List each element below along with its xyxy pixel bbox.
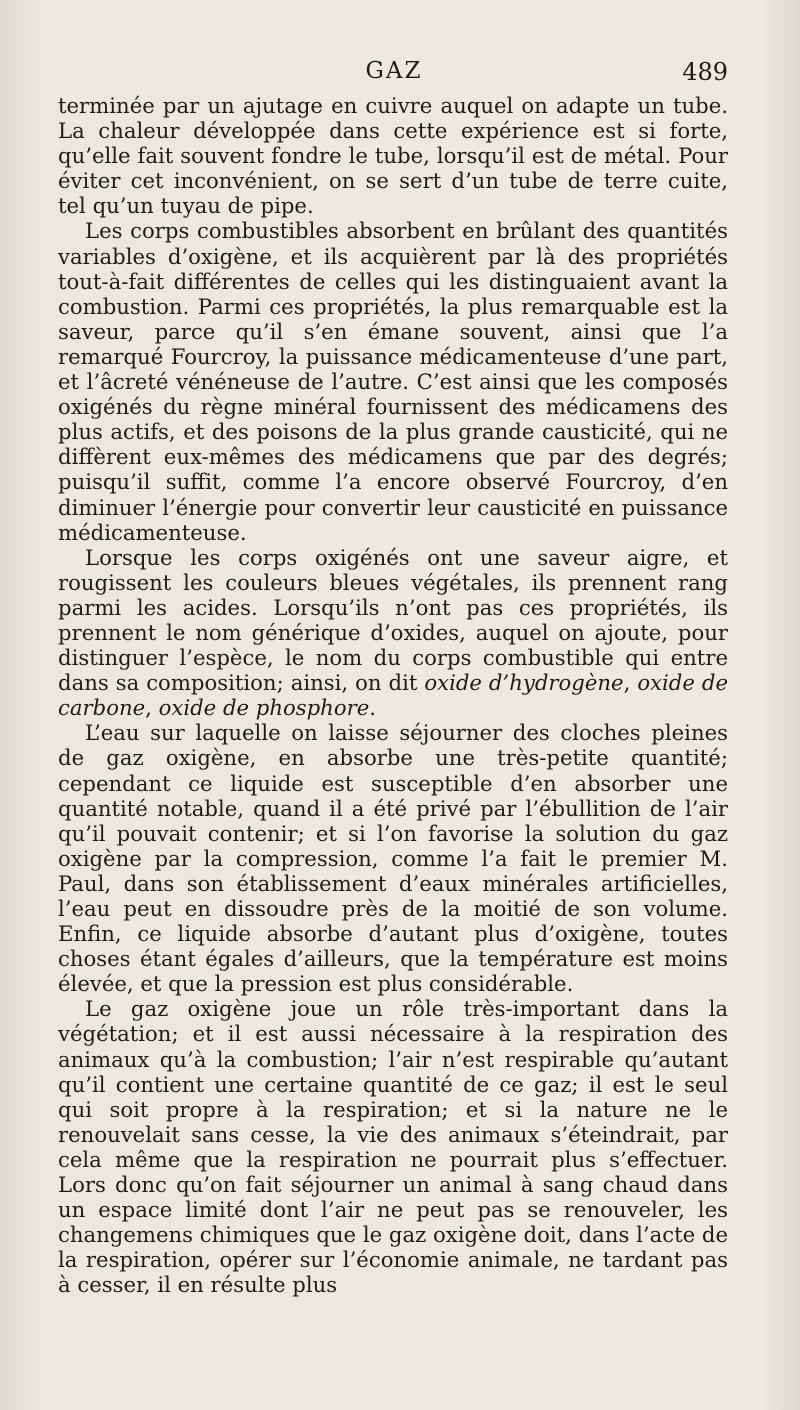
- paragraph-acides-oxides: [58, 545, 728, 721]
- italic-term: oxide de phosphore: [158, 695, 370, 721]
- running-title: GAZ: [365, 58, 423, 84]
- text-segment: L’eau sur laquelle on laisse séjourner des cloches pleines de gaz oxigène, en absorbe une très-petite quantité; cependant ce liquide est susceptible d’en absorber une quantité notable, quand il a été privé par l’ébullition de l’air qu’il pouvait contenir; et si l’on favorise la solution du gaz oxigène par la compression, comme l’a fait le premier M. Paul, dans son établissement d’eaux minérales artificielles, l’eau peut en dissoudre près de la moitié de son volume. Enfin, ce liquide absorbe d’autant plus d’oxigène, toutes choses étant égales d’ailleurs, que la température est moins élevée, et que la pression est plus considérable.: [58, 720, 728, 997]
- text-segment: terminée par un ajutage en cuivre auquel on adapte un tube. La chaleur développée dans cette expérience est si forte, qu’elle fait souvent fondre le tube, lorsqu’il est de métal. Pour éviter cet inconvénient, on se sert d’un tube de terre cuite, tel qu’un tuyau de pipe.: [58, 93, 728, 219]
- paragraph-eau: [58, 720, 728, 996]
- page-header: [60, 58, 728, 94]
- text-segment: ,: [145, 695, 159, 721]
- text-segment: Lorsque les corps oxigénés ont une saveur aigre, et rougissent les couleurs bleues végétales, ils prennent rang parmi les acides. Lorsqu’ils n’ont pas ces propriétés, ils prennent le nom générique d’oxides, auquel on ajoute, pour distinguer l’espèce, le nom du corps combustible qui entre dans sa composition; ainsi, on dit: [58, 544, 728, 696]
- body-text: [58, 93, 728, 1298]
- text-segment: ,: [623, 670, 638, 696]
- italic-term: oxide d’hydrogène: [424, 670, 624, 696]
- text-segment: .: [369, 695, 376, 721]
- text-segment: Les corps combustibles absorbent en brûlant des quantités variables d’oxigène, et ils acquièrent par là des propriétés tout-à-fait différentes de celles qui les distinguaient avant la combustion. Parmi ces propriétés, la plus remarquable est la saveur, parce qu’il s’en émane souvent, ainsi que l’a remarqué Fourcroy, la puissance médicamenteuse d’une part, et l’âcreté vénéneuse de l’autre. C’est ainsi que les composés oxigénés du règne minéral fournissent des médicamens des plus actifs, et des poisons de la plus grande causticité, qui ne diffèrent eux-mêmes des médicamens que par des degrés; puisqu’il suffit, comme l’a encore observé Fourcroy, d’en diminuer l’énergie pour convertir leur causticité en puissance médicamenteuse.: [58, 218, 728, 545]
- paragraph-vegetation-respiration: [58, 996, 728, 1297]
- italic-term: oxide de carbone: [58, 670, 728, 721]
- paragraph-combustibles: [58, 218, 728, 544]
- paragraph-continued: [58, 93, 728, 218]
- page-number: 489: [682, 58, 728, 86]
- text-segment: Le gaz oxigène joue un rôle très-important dans la végétation; et il est aussi nécessaire à la respiration des animaux qu’à la combustion; l’air n’est respirable qu’autant qu’il contient une certaine quantité de ce gaz; il est le seul qui soit propre à la respiration; et si la nature ne le renouvelait sans cesse, la vie des animaux s’éteindrait, par cela même que la respiration ne pourrait plus s’effectuer. Lors donc qu’on fait séjourner un animal à sang chaud dans un espace limité dont l’air ne peut pas se renouveler, les changemens chimiques que le gaz oxigène doit, dans l’acte de la respiration, opérer sur l’économie animale, ne tardant pas à cesser, il en résulte plus: [58, 996, 728, 1298]
